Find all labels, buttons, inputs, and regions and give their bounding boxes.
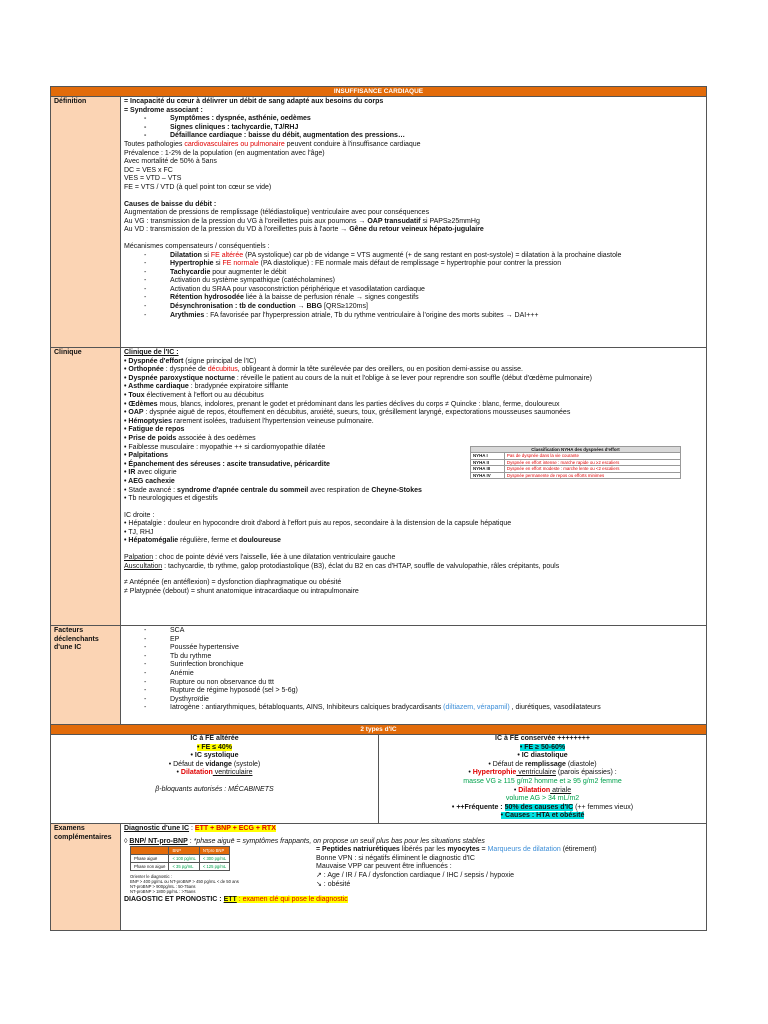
clinical-sign: • Orthopnée : dyspnée de décubitus, obligeant à dormir la tête surélevée par des oreillers, ou en position demi-assise ou assise. [124,366,523,374]
trigger-item: - Anémie [124,670,703,679]
section-types [51,735,707,824]
type-line: masse VG ≥ 115 g/m2 homme et ≥ 95 g/m2 femme [463,777,622,785]
bnp-explanation [304,846,703,894]
clinical-sign: • Épanchement des séreuses : ascite transudative, péricardite [124,460,330,468]
type-line: • Dilatation atriale [513,786,572,794]
subheading: Clinique de l'IC : [124,349,179,356]
trigger-item: - Dysthyroïdie [124,696,703,705]
course-sheet-table [50,86,707,931]
clinical-sign: • Fatigue de repos [124,426,185,434]
type-line: • ++Fréquente : 50% des causes d'IC (++ femmes vieux) [451,803,634,811]
palpation-line: Palpation : choc de pointe dévié vers l'aisselle, liée à une dilatation ventriculaire gauche [124,554,396,562]
triggers-list [124,627,703,704]
beta-blockers-note: β-bloquants autorisés : MÉCABINETS [155,785,274,793]
mechanism-item: - Activation du SRAA pour vasoconstriction périphérique et vasodilatation cardiaque [124,286,703,295]
trigger-item: - Tb du rythme [124,653,703,662]
tiny-line: NT-proBNP > 900pg/mL : 50-75ans [130,884,196,890]
facteurs-content [121,626,707,725]
mechanism-item: - Rétention hydrosodée liée à la baisse de perfusion rénale → signes congestifs [124,294,703,303]
clinical-sign: • Dyspnée d'effort (signe principal de l'IC) [124,357,257,365]
list-item: - Symptômes : dyspnée, asthénie, oedèmes [124,115,703,124]
formula: VES = VTD – VTS [124,175,182,183]
definition-line: Au VG : transmission de la pression du VG à l'oreillettes puis aux poumons → OAP transudatif si PAPS≥25mmHg [124,217,480,225]
clinical-sign: • Toux électivement à l'effort ou au décubitus [124,391,264,399]
clinical-sign: • Tb neurologiques et digestifs [124,495,218,503]
vpn-line: Bonne VPN : si négatifs éliminent le diagnostic d'IC [316,854,475,862]
list-item: • Hépatalgie : douleur en hypocondre droit d'abord à l'effort puis au repos, secondaire à la distension de la capsule hépatique [124,520,512,528]
types-banner: 2 types d'IC [51,725,707,735]
clinique-content [121,348,707,626]
bnp-table: BNP NTpro BNP Phase aiguë < 100 pg/mL < 300 pg/mL Phase non aiguë < 35 pg/mL < 125 pg/mL [130,846,230,871]
auscultation-line: Auscultation : tachycardie, tb rythme, galop protodiastolique (B3), éclat du B2 en cas d'HTAP, souffle de valvulopathie, râles crépitants, pouls [124,562,560,570]
column-title: IC à FE altérée [190,735,239,742]
section-label-definition: Définition [51,97,121,348]
type-line: • Défaut de vidange (systole) [168,760,261,768]
section-definition [51,97,707,348]
type-line: • IC systolique [190,752,239,760]
definition-line: Au VD : transmission de la pression du VD à l'oreillettes puis à l'aorte → Gêne du retour veineux hépato-jugulaire [124,226,484,234]
list-item: - Signes cliniques : tachycardie, TJ/RHJ [124,124,703,133]
pronostic-line: DIAGOSTIC ET PRONOSTIC : ETT : examen clé qui pose le diagnostic [124,896,348,904]
ic-fe-alteree [51,735,379,823]
section-examens [51,824,707,931]
clinical-sign: • Stade avancé : syndrome d'apnée centrale du sommeil avec respiration de Cheyne-Stokes [124,486,422,494]
note-line: ≠ Platypnée (debout) = shunt anatomique intracardiaque ou intrapulmonaire [124,587,359,595]
sheet-title: INSUFFISANCE CARDIAQUE [51,87,707,97]
type-line: • Dilatation ventriculaire [176,769,253,777]
trigger-item: - Surinfection bronchique [124,661,703,670]
section-label-examens: Examens complémentaires [51,824,121,931]
subheading: IC droite : [124,511,155,519]
clinical-sign: • IR avec oligurie [124,469,177,477]
list-item: - Iatrogène : antiarythmiques, bétabloquants, AINS, Inhibiteurs calciques bradycardisants (diltiazem, vérapamil) , diurétiques, vasodilatateurs [124,704,703,713]
mechanism-item: - Hypertrophie si FE normale (PA diastolique) : FE normale mais défaut de remplissage = hypertrophie pour contrer la pression [124,260,703,269]
trigger-item: - Rupture ou non observance du ttt [124,679,703,688]
examens-content [121,824,707,931]
column-title: IC à FE conservée ++++++++ [495,735,590,742]
section-label-facteurs: Facteurs déclenchants d'une IC [51,626,121,725]
tiny-title: Orienter le diagnostic : [130,874,172,880]
definition-line: Prévalence : 1-2% de la population (en augmentation avec l'âge) [124,149,325,157]
subheading: Causes de baisse du débit : [124,200,217,208]
note-line: ≠ Antépnée (en antéflexion) = dysfonction diaphragmatique ou obésité [124,579,342,587]
clinical-signs-list [124,358,703,504]
definition-line: Toutes pathologies cardiovasculaires ou pulmonaire peuvent conduire à l'insuffisance cardiaque [124,140,421,148]
clinical-sign: • Œdèmes mous, blancs, indolores, prenant le godet et prédominant dans les parties déclives du corps ≠ Quincke : blanc, ferme, douloureux [124,400,560,408]
mechanism-item: - Tachycardie pour augmenter le débit [124,269,703,278]
fe-value: • FE ≥ 50-60% [519,743,566,751]
mechanism-item: - Activation du système sympathique (catécholamines) [124,277,703,286]
clinical-sign: • Palpitations [124,452,169,460]
diagnostic-line: Diagnostic d'une IC : ETT + BNP + ECG + RTX [124,825,276,832]
clinical-sign: • Faiblesse musculaire : myopathie ++ si cardiomyopathie dilatée [124,443,326,451]
clinical-sign: • Dyspnée paroxystique nocturne : réveille le patient au cours de la nuit et l'oblige à se lever pour reprendre son souffle (début d'œdème pulmonaire) [124,374,593,382]
mechanism-list [124,252,703,321]
trigger-item: - Poussée hypertensive [124,644,703,653]
section-facteurs [51,626,707,725]
peptides-line: = Peptides natriurétiques libérés par les myocytes = Marqueurs de dilatation (étirement) [316,846,597,854]
type-line: • Hypertrophie ventriculaire (parois épaissies) : [468,769,617,777]
fe-value: • FE ≤ 40% [196,743,233,751]
type-line: • IC diastolique [517,752,568,760]
type-line: • Défaut de remplissage (diastole) [488,760,597,768]
increase-line: ↗ : Age / IR / FA / dysfonction cardiaque / IHC / sepsis / hypoxie [316,871,515,879]
mechanism-item: - Dilatation si FE altérée (PA systolique) car pb de vidange = VTS augmenté (+ de sang restant en post-systole) = dilatation à la prochaine diastole [124,252,703,261]
section-clinique [51,348,707,626]
formula: DC = VES x FC [124,166,173,174]
list-item: • TJ, RHJ [124,528,154,536]
trigger-item: - EP [124,636,703,645]
definition-content [121,97,707,348]
clinical-sign: • Prise de poids associée à des oedèmes [124,434,256,442]
clinical-sign: • OAP : dyspnée aiguë de repos, étouffement en décubitus, anxiété, sueurs, toux, grésillement laryngé, expectorations mousseuses saumonées [124,409,571,417]
document-page [50,86,706,931]
definition-line: = Incapacité du cœur à délivrer un débit de sang adapté aux besoins du corps [124,98,384,105]
decrease-line: ↘ : obésité [316,880,351,888]
clinical-sign: • Asthme cardiaque : bradypnée expiratoire sifflante [124,383,289,391]
nyha-title: Classification NYHA des dyspnées d'effort [471,447,681,453]
trigger-item: - SCA [124,627,703,636]
vpp-line: Mauvaise VPP car peuvent être influencés : [316,863,452,871]
list-item: - Défaillance cardiaque : baisse du débit, augmentation des pressions… [124,132,703,141]
clinical-sign: • Hémoptysies rarement isolées, traduisent l'hypertension veineuse pulmonaire. [124,417,374,425]
list-item: • Hépatomégalie régulière, ferme et douloureuse [124,537,281,545]
section-label-clinique: Clinique [51,348,121,626]
definition-line: Augmentation de pressions de remplissage (télédiastolique) ventriculaire avec pour conséquences [124,209,430,217]
subheading: Mécanismes compensateurs / conséquentiels : [124,242,270,250]
nyha-table: Classification NYHA des dyspnées d'effort NYHA I Pas de dyspnée dans la vie courante NYHA II Dyspnée en effort intense : marche rapide ou ≥2 escaliers NYHA III Dyspnée en effort modeste : marche lente ou <2 escaliers NYHA IV Dyspnée permanente de repos ou efforts minimes [470,446,681,479]
trigger-item: - Rupture de régime hyposodé (sel > 5-6g) [124,687,703,696]
bnp-thresholds [124,846,304,894]
definition-line: = Syndrome associant : [124,106,203,114]
type-line: volume AG > 34 mL/m2 [505,795,580,803]
tiny-line: NT-proBNP > 1800 pg/mL : >75ans [130,889,196,895]
mechanism-item: - Arythmies : FA favorisée par l'hyperpression atriale, Tb du rythme ventriculaire à l'origine des morts subites → DAI+++ [124,312,703,321]
mechanism-item: - Désynchronisation : tb de conduction → BBG [QRS≥120ms] [124,303,703,312]
definition-line: Avec mortalité de 50% à 5ans [124,158,217,166]
tiny-line: BNP > 400 pg/mL ou NT-proBNP > 450 pg/mL < de 50 ans [130,879,239,885]
clinical-sign: • AEG cachexie [124,477,175,485]
bnp-line: ◊ BNP/ NT-pro-BNP : *phase aiguë = symptômes frappants, on propose un seuil plus bas pour les situations stables [124,837,485,845]
formula: FE = VTS / VTD (à quel point ton cœur se vide) [124,183,272,191]
causes-line: • Causes : HTA et obésité [500,812,585,820]
ic-fe-conservee [379,735,706,823]
